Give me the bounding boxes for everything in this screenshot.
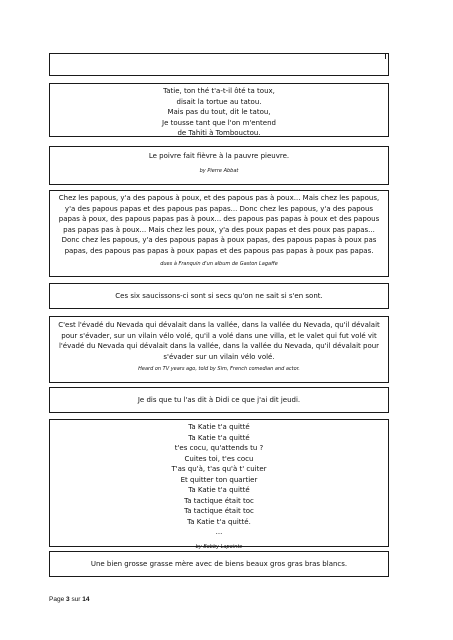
quote-credit: by Bobby Lapointe: [195, 543, 243, 550]
page-footer: [49, 596, 90, 603]
quote-box-nevada: [49, 316, 389, 383]
of-word: sur: [71, 596, 81, 603]
quote-text: Ces six saucissons-ci sont si secs qu'on ne sait si s'en sont.: [115, 292, 323, 300]
quote-text: C'est l'évadé du Nevada qui dévalait dans la vallée, dans la vallée du Nevada, qu'il dévalait pour s'évader, sur un vilain vélo volé, qu'il a volé dans une villa, et le valet qui fut volé vit l'évadé du Nevada qui dévalait dans la vallée, dans la vallée du Nevada, qu'il dévalait pour s'évader sur un vilain vélo volé.: [58, 321, 380, 361]
page-total: 14: [82, 596, 90, 603]
quote-box-tatou: [49, 83, 389, 137]
quote-box-didi: [49, 387, 389, 413]
quote-credit: Heard on TV years ago, told by Sim, French comedian and actor.: [138, 366, 300, 372]
quote-box-pieuvre: [49, 146, 389, 185]
box-edge-mark: [385, 54, 386, 59]
quote-box-katie: [49, 419, 389, 550]
quote-credit: dues à Franquin d'un album de Gaston Lagaffe: [160, 261, 278, 267]
quote-text: Une bien grosse grasse mère avec de biens beaux gros gras bras blancs.: [90, 560, 348, 568]
quote-text: Ta Katie t'a quitté Ta Katie t'a quitté t'es cocu, qu'attends tu ? Cuites toi, t'es cocu T'as qu'à, t'as qu'à t' cuiter Et quitter ton quartier Ta Katie t'a quitté Ta tactique était toc Ta tactique était toc Ta Katie t'a quitté. ...: [171, 423, 267, 536]
quote-box-grasse: [49, 551, 389, 577]
quote-text: Chez les papous, y'a des papous à poux, et des papous pas à poux... Mais chez les papous, y'a des papous papas et des papous pas papas... Donc chez les papous, y'a des papous papas à poux, des papous papas pas à poux... des papous pas papas à poux et des papous pas papas pas à poux... Mais chez les poux, y'a des poux papas et des poux pas papas... Donc chez les papous, y'a des papous papas à poux papas, des papous papas à poux pas papas, des papous pas papas à poux papas et des papous pas papas à poux pas papas.: [58, 194, 380, 255]
quote-credit: by Pierre Abbat: [199, 167, 239, 174]
quote-box-papous: [49, 190, 389, 277]
quote-text: Le poivre fait fièvre à la pauvre pieuvre.: [148, 152, 290, 160]
page-number: 3: [66, 596, 70, 603]
quote-text: Je dis que tu l'as dit à Didi ce que j'ai dit jeudi.: [137, 396, 301, 404]
empty-quote-box: [49, 53, 389, 76]
page-word: Page: [49, 596, 65, 603]
quote-text: Tatie, ton thé t'a-t-il ôté ta toux, disait la tortue au tatou. Mais pas du tout, dit le tatou, Je tousse tant que l'on m'entend de Tahiti à Tombouctou.: [162, 87, 276, 137]
quote-box-saucissons: [49, 283, 389, 309]
